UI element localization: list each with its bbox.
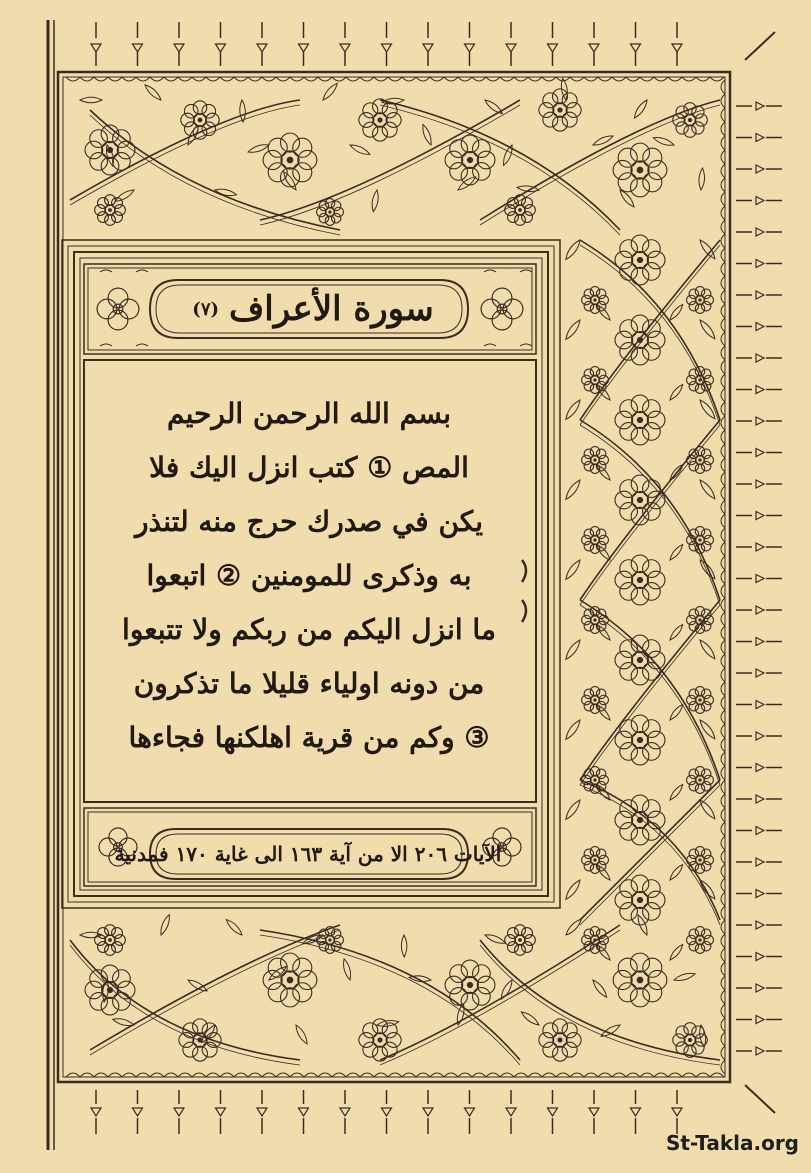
verse-panel [86,365,532,800]
verse-line-7: ③ وكم من قرية اهلكنها فجاءها [128,721,490,754]
footer-cartouche [114,828,502,880]
watermark: St-Takla.org [665,1131,799,1155]
right-tick-ornaments [736,102,782,1055]
surah-title: سورة الأعراف [229,289,434,329]
top-tick-ornaments [91,22,682,66]
bottom-tick-ornaments [91,1090,682,1134]
verse-line-1: بسم الله الرحمن الرحيم [167,397,451,430]
surah-number: (٧) [192,298,220,320]
surah-title-cartouche [150,278,466,340]
verse-line-4: به وذكرى للمومنين ② اتبعوا [146,559,472,592]
verse-line-2: المص ① كتب انزل اليك فلا [149,451,469,484]
verse-line-5: ما انزل اليكم من ربكم ولا تتبعوا [122,613,496,646]
verse-line-6: من دونه اولياء قليلا ما تذكرون [133,667,485,700]
verse-line-3: يكن في صدرك حرج منه لتنذر [134,505,484,538]
verse-count-note: الآيات ٢٠٦ الا من آية ١٦٣ الى غاية ١٧٠ فمدنية [114,842,502,866]
